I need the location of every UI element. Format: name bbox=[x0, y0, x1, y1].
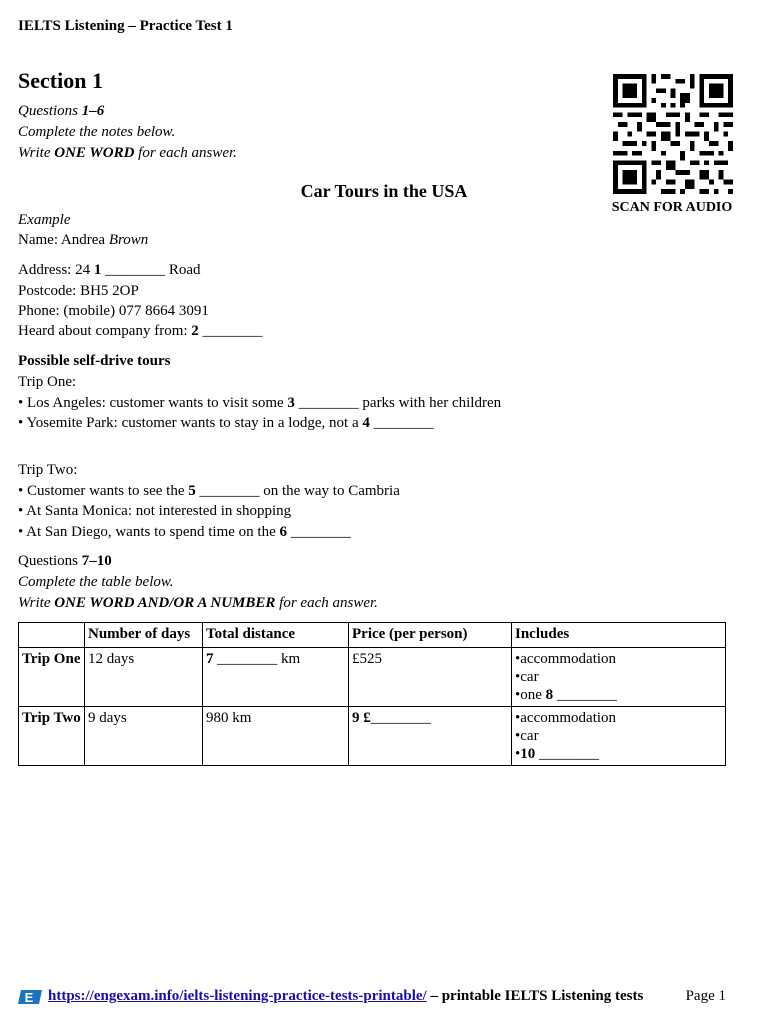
example-label: Example bbox=[18, 212, 71, 228]
qr-code-icon[interactable] bbox=[613, 74, 733, 194]
address-line: Address: 24 1 ________ Road bbox=[18, 262, 201, 278]
row-label: Trip Two bbox=[19, 707, 85, 766]
footer-link[interactable]: https://engexam.info/ielts-listening-practice-tests-printable/ bbox=[48, 988, 427, 1004]
tours-table bbox=[18, 622, 726, 766]
table-cell: 12 days bbox=[85, 648, 203, 707]
los-angeles-line: • Los Angeles: customer wants to visit some 3 ________ parks with her children bbox=[18, 395, 502, 411]
table-cell: •accommodation •car •10 ________ bbox=[512, 707, 726, 766]
trip-one-label: Trip One: bbox=[18, 374, 77, 390]
table-cell: •accommodation •car •one 8 ________ bbox=[512, 648, 726, 707]
footer-suffix: – printable IELTS Listening tests bbox=[426, 988, 644, 1004]
table-header-row bbox=[19, 623, 726, 648]
phone-line: Phone: (mobile) 077 8664 3091 bbox=[18, 303, 209, 319]
questions-7-10-label: Questions 7–10 bbox=[18, 553, 112, 569]
instruction-one-word: Write ONE WORD for each answer. bbox=[18, 145, 237, 161]
san-diego-line: • At San Diego, wants to spend time on the 6 ________ bbox=[18, 524, 351, 540]
table-header-cell: Number of days bbox=[85, 623, 203, 648]
instruction-complete-table: Complete the table below. bbox=[18, 574, 174, 590]
engexam-logo-icon bbox=[18, 988, 44, 1006]
qr-caption: SCAN FOR AUDIO bbox=[611, 200, 733, 215]
heard-about-line: Heard about company from: 2 ________ bbox=[18, 323, 263, 339]
table-cell: 7 ________ km bbox=[203, 648, 349, 707]
tours-heading: Possible self-drive tours bbox=[18, 353, 171, 369]
instruction-word-number: Write ONE WORD AND/OR A NUMBER for each answer. bbox=[18, 595, 378, 611]
table-cell: £525 bbox=[349, 648, 512, 707]
table-cell: 9 £________ bbox=[349, 707, 512, 766]
table-row bbox=[19, 707, 726, 766]
table-cell: 9 days bbox=[85, 707, 203, 766]
table-header-cell: Includes bbox=[512, 623, 726, 648]
row-label: Trip One bbox=[19, 648, 85, 707]
footer-text bbox=[48, 988, 643, 1005]
name-line: Name: Andrea Brown bbox=[18, 232, 149, 248]
table-header-cell bbox=[19, 623, 85, 648]
table-header-cell: Total distance bbox=[203, 623, 349, 648]
instruction-complete-notes: Complete the notes below. bbox=[18, 124, 176, 140]
page-header: IELTS Listening – Practice Test 1 bbox=[18, 18, 233, 34]
svg-text:E: E bbox=[24, 990, 34, 1005]
cambria-line: • Customer wants to see the 5 ________ on the way to Cambria bbox=[18, 483, 400, 499]
table-row bbox=[19, 648, 726, 707]
trip-two-label: Trip Two: bbox=[18, 462, 78, 478]
table-header-cell: Price (per person) bbox=[349, 623, 512, 648]
table-cell: 980 km bbox=[203, 707, 349, 766]
page-footer bbox=[18, 986, 726, 1008]
yosemite-line: • Yosemite Park: customer wants to stay in a lodge, not a 4 ________ bbox=[18, 415, 434, 431]
santa-monica-line: • At Santa Monica: not interested in shopping bbox=[18, 503, 292, 519]
postcode-line: Postcode: BH5 2OP bbox=[18, 283, 139, 299]
questions-1-6-label: Questions 1–6 bbox=[18, 103, 105, 119]
section-title: Section 1 bbox=[18, 68, 103, 93]
document-title: Car Tours in the USA bbox=[300, 181, 468, 201]
page-number: Page 1 bbox=[685, 988, 726, 1004]
